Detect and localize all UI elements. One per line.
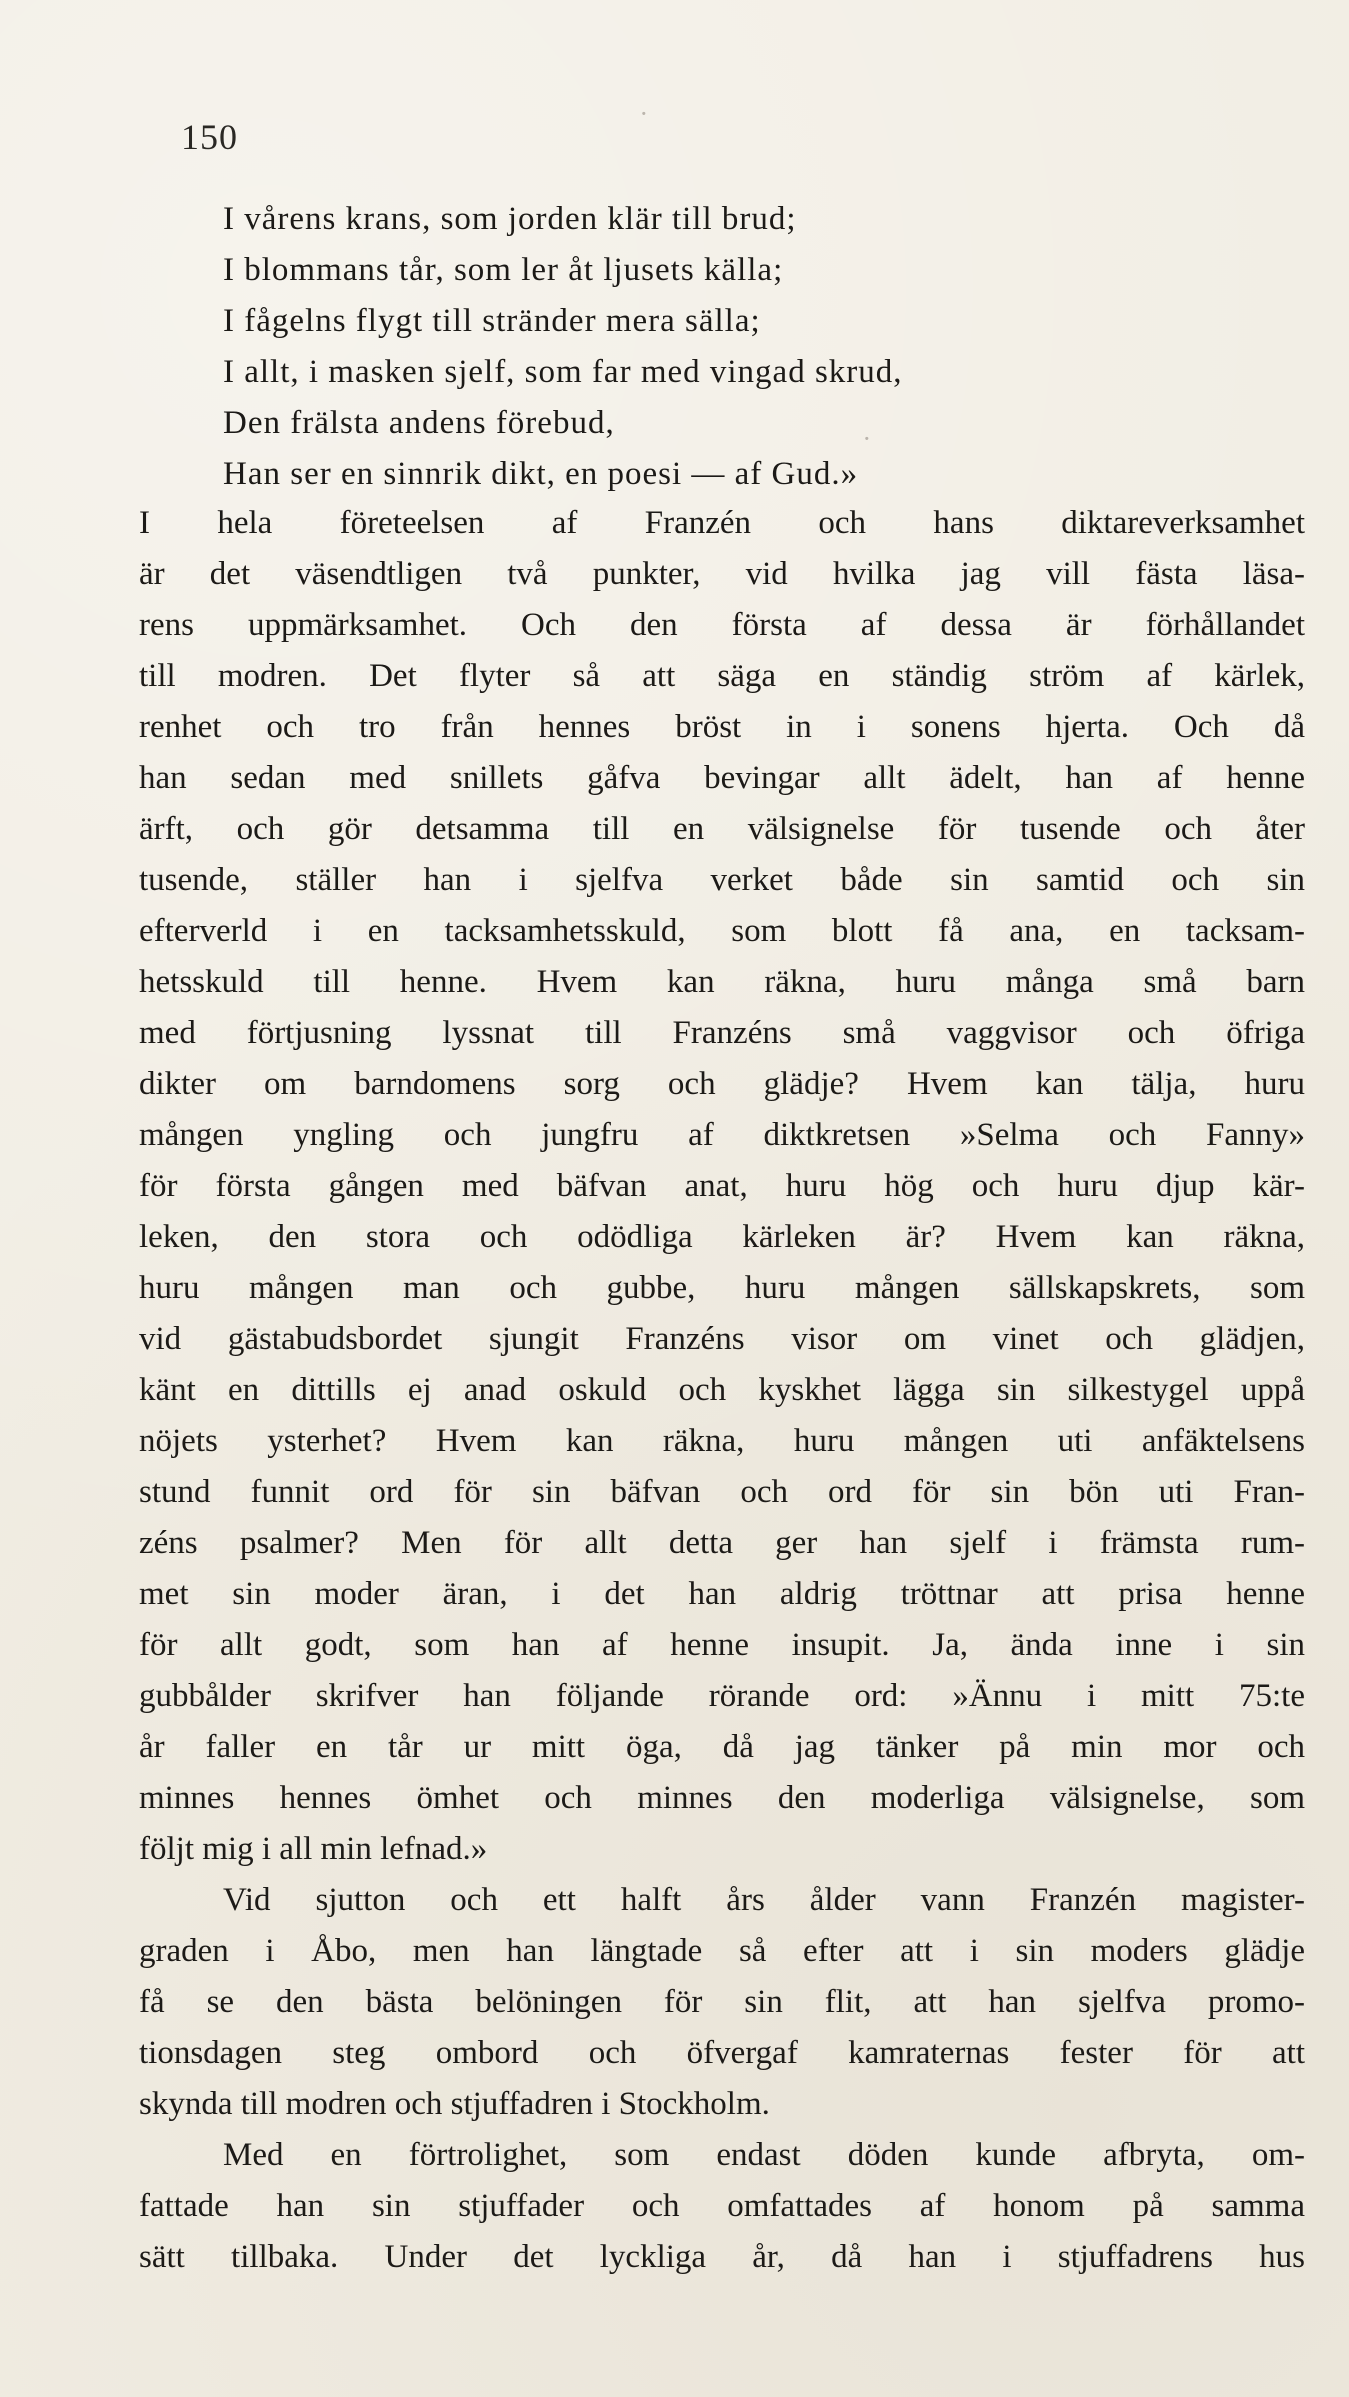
prose-line: rens uppmärksamhet. Och den första af dessa är förhållandet [139,607,1305,643]
prose-line: för allt godt, som han af henne insupit. Ja, ända inne i sin [139,1627,1305,1663]
prose-line: tusende, ställer han i sjelfva verket både sin samtid och sin [139,862,1305,898]
prose-line: mången yngling och jungfru af diktkretsen »Selma och Fanny» [139,1117,1305,1153]
scan-speck: · [863,425,871,453]
prose-line: följt mig i all min lefnad.» [139,1831,488,1867]
body-text [139,498,1305,2283]
prose-line: met sin moder äran, i det han aldrig tröttnar att prisa henne [139,1576,1305,1612]
prose-line: till modren. Det flyter så att säga en ständig ström af kärlek, [139,658,1305,694]
prose-line: graden i Åbo, men han längtade så efter att i sin moders glädje [139,1933,1305,1969]
prose-line: Vid sjutton och ett halft års ålder vann Franzén magister- [223,1882,1305,1918]
poem-line: I allt, i masken sjelf, som far med vingad skrud, [223,354,903,390]
prose-line: minnes hennes ömhet och minnes den moderliga välsignelse, som [139,1780,1305,1816]
poem-line: I blommans tår, som ler åt ljusets källa; [223,252,784,288]
prose-line: få se den bästa belöningen för sin flit, att han sjelfva promo- [139,1984,1305,2020]
prose-line: Med en förtrolighet, som endast döden kunde afbryta, om- [223,2137,1305,2173]
prose-line: han sedan med snillets gåfva bevingar allt ädelt, han af henne [139,760,1305,796]
prose-line: med förtjusning lyssnat till Franzéns små vaggvisor och öfriga [139,1015,1305,1051]
prose-line: år faller en tår ur mitt öga, då jag tänker på min mor och [139,1729,1305,1765]
scan-speck: · [640,100,648,128]
prose-line: vid gästabudsbordet sjungit Franzéns visor om vinet och glädjen, [139,1321,1305,1357]
poem-excerpt [223,194,1223,500]
prose-line: leken, den stora och odödliga kärleken är? Hvem kan räkna, [139,1219,1305,1255]
poem-line: Den frälsta andens förebud, [223,405,615,441]
prose-line: hetsskuld till henne. Hvem kan räkna, huru många små barn [139,964,1305,1000]
page-number: 150 [181,117,238,157]
prose-line: tionsdagen steg ombord och öfvergaf kamraternas fester för att [139,2035,1305,2071]
prose-line: ärft, och gör detsamma till en välsignelse för tusende och åter [139,811,1305,847]
prose-line: zéns psalmer? Men för allt detta ger han sjelf i främsta rum- [139,1525,1305,1561]
prose-line: känt en dittills ej anad oskuld och kyskhet lägga sin silkestygel uppå [139,1372,1305,1408]
poem-line: I vårens krans, som jorden klär till brud; [223,201,797,237]
prose-line: I hela företeelsen af Franzén och hans diktareverksamhet [139,505,1305,541]
prose-line: fattade han sin stjuffader och omfattades af honom på samma [139,2188,1305,2224]
prose-line: huru mången man och gubbe, huru mången sällskapskrets, som [139,1270,1305,1306]
prose-line: dikter om barndomens sorg och glädje? Hvem kan tälja, huru [139,1066,1305,1102]
prose-line: renhet och tro från hennes bröst in i sonens hjerta. Och då [139,709,1305,745]
prose-line: sätt tillbaka. Under det lyckliga år, då han i stjuffadrens hus [139,2239,1305,2275]
prose-line: skynda till modren och stjuffadren i Stockholm. [139,2086,770,2122]
prose-line: för första gången med bäfvan anat, huru hög och huru djup kär- [139,1168,1305,1204]
prose-line: nöjets ysterhet? Hvem kan räkna, huru mången uti anfäktelsens [139,1423,1305,1459]
prose-line: gubbålder skrifver han följande rörande ord: »Ännu i mitt 75:te [139,1678,1305,1714]
poem-line: Han ser en sinnrik dikt, en poesi — af Gud.» [223,456,859,492]
prose-line: efterverld i en tacksamhetsskuld, som blott få ana, en tacksam- [139,913,1305,949]
poem-line: I fågelns flygt till stränder mera sälla; [223,303,761,339]
prose-line: är det väsendtligen två punkter, vid hvilka jag vill fästa läsa- [139,556,1305,592]
prose-line: stund funnit ord för sin bäfvan och ord för sin bön uti Fran- [139,1474,1305,1510]
